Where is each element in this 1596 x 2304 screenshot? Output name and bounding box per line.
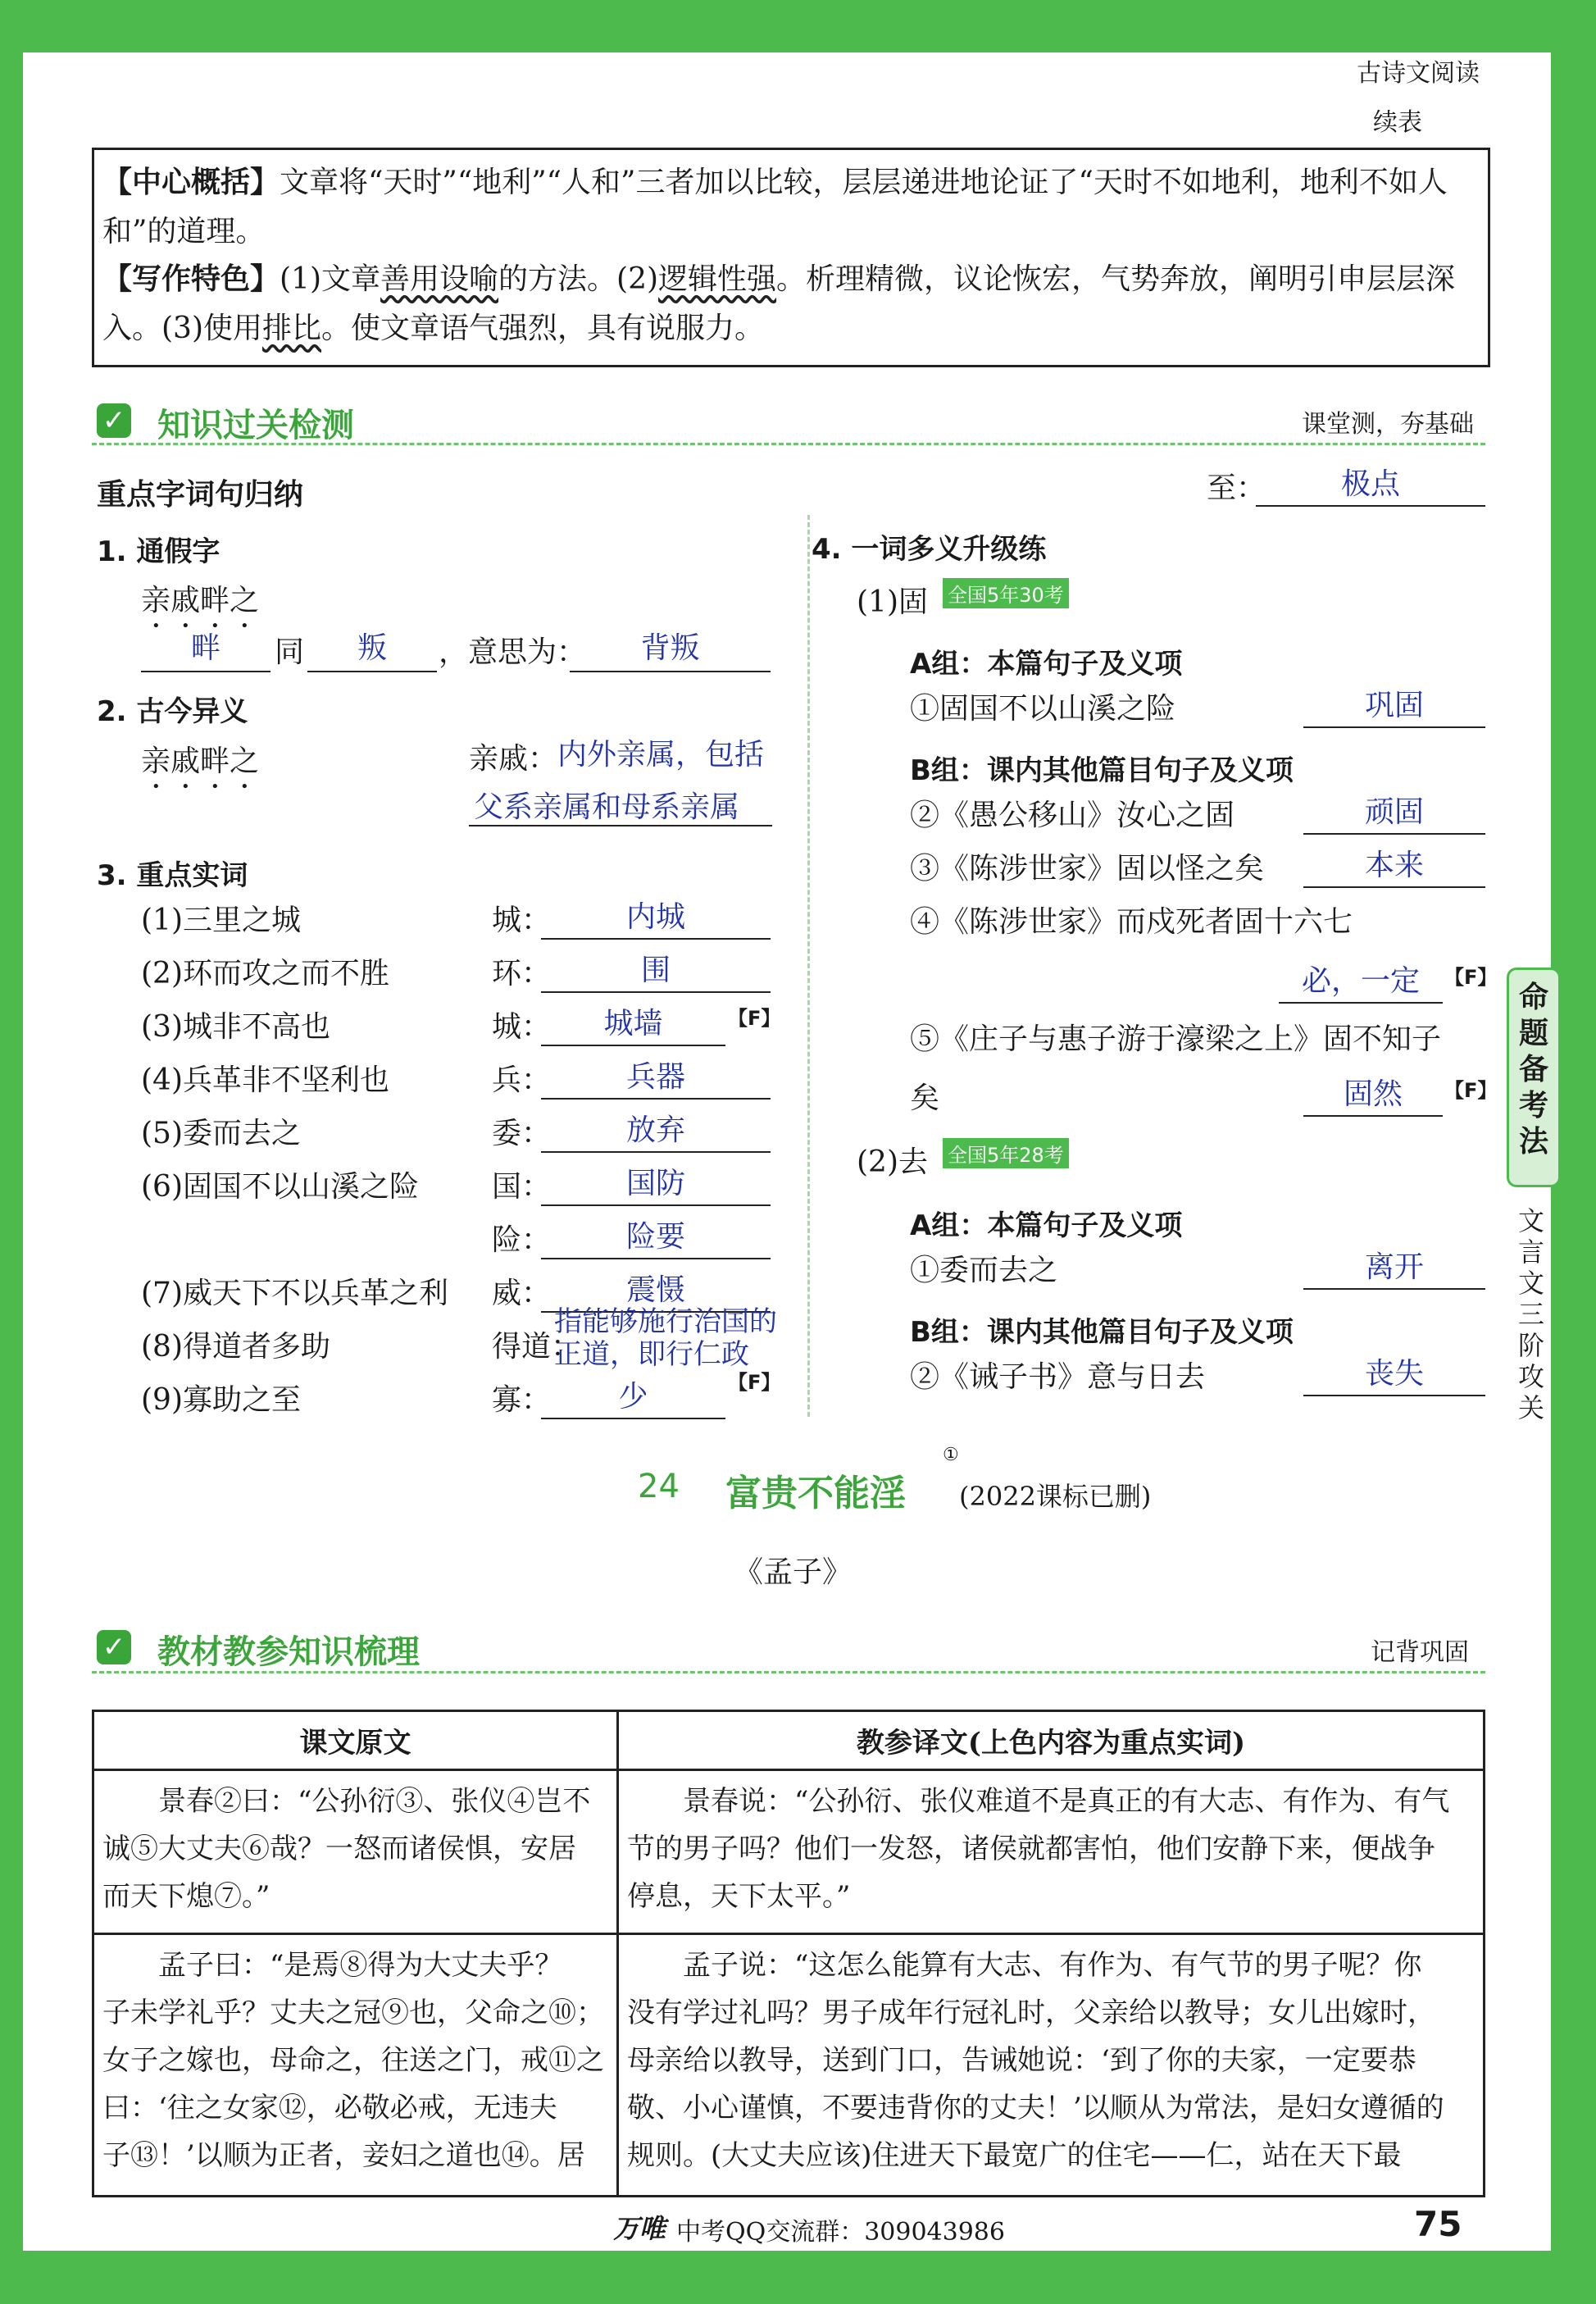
q3-item-1-line xyxy=(541,894,771,940)
header-continued: 续表 xyxy=(1373,108,1422,137)
q1-ans2-line xyxy=(307,625,437,672)
g1-b-item-1-answer: 顽固 xyxy=(1364,795,1424,829)
g1-b-item-3-flag: 【F】 xyxy=(1444,966,1498,989)
g1-b-item-4-flag: 【F】 xyxy=(1444,1079,1498,1102)
g2-label: (2)去 xyxy=(857,1145,928,1179)
q2-label: 亲戚： xyxy=(469,742,558,776)
row1-trans-line3: 停息，天下太平。” xyxy=(627,1880,851,1913)
lesson-note: (2022课标已删) xyxy=(959,1481,1152,1512)
q3-heading: 3. 重点实词 xyxy=(97,859,248,892)
row2-trans-line2: 没有学过礼吗？男子成年行冠礼时，父亲给以教导；女儿出嫁时， xyxy=(627,1997,1435,2029)
table-header-translation: 教参译文(上色内容为重点实词) xyxy=(618,1711,1485,1770)
sub-heading: 重点字词句归纳 xyxy=(97,478,304,512)
q3-item-1-answer: 内城 xyxy=(625,900,685,934)
row2-orig-line2: 子未学礼乎？丈夫之冠⑨也，父命之⑩； xyxy=(102,1997,604,2029)
checkmark-icon: ✓ xyxy=(97,403,131,438)
section-knowledge-check-title: 知识过关检测 xyxy=(157,407,354,444)
center-summary-line1: 【中心概括】文章将“天时”“地利”“人和”三者加以比较，层层递进地论证了“天时不如地利，地利不如人 xyxy=(102,166,1448,199)
q3-item-6-line xyxy=(541,1160,771,1206)
zhi-answer-line xyxy=(1256,461,1485,507)
g1-b-item-4-line xyxy=(1303,1071,1443,1117)
q1-heading: 1. 通假字 xyxy=(97,535,221,568)
q3-item-7-answer: 险要 xyxy=(625,1220,685,1254)
footer-brand: 万唯 xyxy=(613,2213,666,2244)
g1-b-item-4-question: ⑤《庄子与惠子游于濠梁之上》固不知子 xyxy=(910,1022,1442,1056)
table-header-original: 课文原文 xyxy=(93,1711,618,1770)
row1-orig-line1: 景春②曰：“公孙衍③、张仪④岂不 xyxy=(158,1785,591,1818)
q2-heading: 2. 古今异义 xyxy=(97,695,248,728)
q2-answer-line xyxy=(469,779,772,826)
q3-item-4-line xyxy=(541,1054,771,1100)
g2-a-item-1-answer: 离开 xyxy=(1364,1250,1424,1284)
g2-a-item-1-question: ①委而去之 xyxy=(910,1254,1058,1287)
row2-trans-line3: 母亲给以教导，送到门口，告诫她说：‘到了你的夫家，一定要恭 xyxy=(627,2044,1416,2077)
q1-ans3-line xyxy=(570,625,771,672)
q3-item-6-answer: 国防 xyxy=(625,1167,685,1200)
zhi-answer: 极点 xyxy=(1340,467,1400,501)
g1-a-item-1-answer: 巩固 xyxy=(1364,689,1424,722)
g1-b-item-2-answer: 本来 xyxy=(1364,849,1424,882)
table-row-2-original xyxy=(93,1934,618,2197)
q3-item-5-question: (5)委而去之 xyxy=(141,1117,301,1150)
q1-ans2: 叛 xyxy=(357,631,387,665)
q3-item-6-question: (6)固国不以山溪之险 xyxy=(141,1170,419,1204)
center-summary-line2: 和”的道理。 xyxy=(102,215,266,248)
lesson-author: 《孟子》 xyxy=(734,1555,853,1589)
q2-answer-line2: 父系亲属和母系亲属 xyxy=(474,790,740,824)
g2-frequency-tag: 全国5年28考 xyxy=(943,1138,1069,1168)
q3-item-7-label: 险： xyxy=(492,1223,552,1257)
section2-right-note: 记背巩固 xyxy=(1371,1638,1469,1667)
table-row-1-original xyxy=(93,1770,618,1934)
side-tab-bottom-text: 文言文三阶攻关 xyxy=(1517,1205,1544,1423)
lesson-title-footnote: ① xyxy=(943,1445,959,1465)
g1-b-item-2-line xyxy=(1303,842,1485,888)
q3-item-10-label: 寡： xyxy=(492,1383,552,1417)
q3-item-3-answer: 城墙 xyxy=(603,1007,663,1040)
g2-a-item-1-line xyxy=(1303,1244,1485,1290)
writing-feature-line1: 【写作特色】(1)文章善用设喻的方法。(2)逻辑性强。析理精微，议论恢宏，气势奔放，阐明引申层层深 xyxy=(102,262,1456,296)
g1-a-title: A组：本篇句子及义项 xyxy=(910,648,1183,681)
g1-b-item-2-question: ③《陈涉世家》固以怪之矣 xyxy=(910,852,1265,886)
q3-item-3-label: 城： xyxy=(492,1010,552,1044)
q3-item-3-question: (3)城非不高也 xyxy=(141,1010,330,1044)
page-frame-bottom xyxy=(0,2251,1596,2304)
q3-item-4-question: (4)兵革非不坚利也 xyxy=(141,1063,389,1097)
side-tab-top xyxy=(1507,968,1561,1187)
g1-b-item-4-answer: 固然 xyxy=(1343,1077,1403,1111)
g1-a-item-1-line xyxy=(1303,682,1485,728)
q3-item-8-label: 威： xyxy=(492,1277,552,1310)
q3-item-9-answer: 指能够施行治国的正道，即行仁政 xyxy=(554,1305,777,1371)
section-textbook-summary-title: 教材教参知识梳理 xyxy=(157,1633,420,1671)
footer-qq-group: 中考QQ交流群：309043986 xyxy=(676,2218,1005,2247)
lesson-number: 24 xyxy=(638,1468,680,1505)
text-translation-table xyxy=(92,1710,1485,2197)
g1-b-item-3-line xyxy=(1279,958,1443,1004)
page-frame-top xyxy=(0,0,1596,52)
page-frame-left xyxy=(0,0,23,2304)
q1-ans1-line xyxy=(141,625,271,672)
page-number: 75 xyxy=(1414,2204,1462,2244)
q3-item-5-label: 委： xyxy=(492,1117,552,1150)
g2-b-item-1-answer: 丧失 xyxy=(1364,1357,1424,1391)
q3-item-2-label: 环： xyxy=(492,957,552,990)
g1-b-item-4-question-cont: 矣 xyxy=(910,1081,940,1115)
summary-box xyxy=(92,148,1490,367)
section1-right-note: 课堂测，夯基础 xyxy=(1302,410,1474,439)
q3-item-6-label: 国： xyxy=(492,1170,552,1204)
q1-ans1: 畔 xyxy=(190,631,221,665)
g2-b-title: B组：课内其他篇目句子及义项 xyxy=(910,1316,1294,1349)
g1-b-item-3-question: ④《陈涉世家》而戍死者固十六七 xyxy=(910,905,1353,939)
checkmark-icon: ✓ xyxy=(97,1630,131,1664)
q3-item-10-line xyxy=(541,1373,725,1419)
row2-orig-line4: 曰：‘往之女家⑫，必敬必戒，无违夫 xyxy=(102,2092,557,2124)
g1-b-item-1-question: ②《愚公移山》汝心之固 xyxy=(910,799,1235,832)
q3-item-2-question: (2)环而攻之而不胜 xyxy=(141,957,389,990)
g1-b-item-1-line xyxy=(1303,789,1485,835)
row1-orig-line2: 诚⑤大丈夫⑥哉？一怒而诸侯惧，安居 xyxy=(102,1833,576,1865)
header-section: 古诗文阅读 xyxy=(1357,59,1480,88)
q3-item-9-label: 得道： xyxy=(492,1330,581,1364)
q1-same: 同 xyxy=(275,635,305,669)
lesson-title: 富贵不能淫 xyxy=(725,1473,906,1514)
row2-orig-line1: 孟子曰：“是焉⑧得为大丈夫乎？ xyxy=(158,1949,563,1982)
q2-answer-line1: 内外亲属，包括 xyxy=(557,738,765,772)
row2-trans-line1: 孟子说：“这怎么能算有大志、有作为、有气节的男子呢？你 xyxy=(683,1949,1422,1982)
side-tab-bottom xyxy=(1508,1205,1554,1451)
q3-item-3-line xyxy=(541,1000,725,1046)
q3-item-10-question: (9)寡助之至 xyxy=(141,1383,301,1417)
g1-frequency-tag: 全国5年30考 xyxy=(943,578,1069,608)
q3-item-2-line xyxy=(541,947,771,993)
q3-item-9-question: (8)得道者多助 xyxy=(141,1330,330,1364)
q3-item-10-answer: 少 xyxy=(618,1380,648,1414)
q1-sentence: 亲戚畔之 xyxy=(141,584,260,617)
q3-item-10-flag: 【F】 xyxy=(728,1371,781,1394)
g1-b-title: B组：课内其他篇目句子及义项 xyxy=(910,754,1294,787)
column-divider xyxy=(807,515,810,1417)
zhi-label: 至： xyxy=(1207,471,1266,505)
writing-feature-line2: 入。(3)使用排比。使文章语气强烈，具有说服力。 xyxy=(102,312,765,345)
g2-a-title: A组：本篇句子及义项 xyxy=(910,1209,1183,1242)
q3-item-7-line xyxy=(541,1213,771,1259)
q3-item-4-answer: 兵器 xyxy=(625,1060,685,1094)
g2-b-item-1-line xyxy=(1303,1350,1485,1396)
q3-item-1-question: (1)三里之城 xyxy=(141,904,301,937)
q1-ans3: 背叛 xyxy=(640,631,700,665)
q1-meaning-label: ，意思为： xyxy=(439,635,587,669)
g1-a-item-1-question: ①固国不以山溪之险 xyxy=(910,692,1176,726)
g1-label: (1)固 xyxy=(857,585,928,619)
row1-orig-line3: 而天下熄⑦。” xyxy=(102,1880,271,1913)
q3-item-3-flag: 【F】 xyxy=(728,1007,781,1030)
q3-item-8-question: (7)威天下不以兵革之利 xyxy=(141,1277,448,1310)
row2-orig-line3: 女子之嫁也，母命之，往送之门，戒⑪之 xyxy=(102,2044,604,2077)
q3-item-5-line xyxy=(541,1107,771,1153)
section1-divider xyxy=(92,443,1485,445)
row2-trans-line5: 规则。(大丈夫应该)住进天下最宽广的住宅——仁，站在天下最 xyxy=(627,2139,1402,2172)
g2-b-item-1-question: ②《诫子书》意与日去 xyxy=(910,1360,1206,1394)
row2-trans-line4: 敬、小心谨慎，不要违背你的丈夫！’以顺从为常法，是妇女遵循的 xyxy=(627,2092,1444,2124)
q3-item-4-label: 兵： xyxy=(492,1063,552,1097)
table-row-1-translation xyxy=(618,1770,1485,1934)
q2-sentence: 亲戚畔之 xyxy=(141,744,260,778)
q4-heading: 4. 一词多义升级练 xyxy=(812,533,1047,566)
q3-item-2-answer: 围 xyxy=(640,954,671,987)
table-row-2-translation xyxy=(618,1934,1485,2197)
side-tab-top-text: 命题备考法 xyxy=(1518,981,1548,1159)
row1-trans-line2: 节的男子吗？他们一发怒，诸侯就都害怕，他们安静下来，便战争 xyxy=(627,1833,1435,1865)
q3-item-8-answer: 震慑 xyxy=(625,1273,685,1307)
row2-orig-line5: 子⑬！’以顺为正者，妾妇之道也⑭。居 xyxy=(102,2139,585,2172)
section2-divider xyxy=(92,1671,1485,1673)
g1-b-item-3-answer: 必，一定 xyxy=(1301,964,1420,998)
q3-item-1-label: 城： xyxy=(492,904,552,937)
row1-trans-line1: 景春说：“公孙衍、张仪难道不是真正的有大志、有作为、有气 xyxy=(683,1785,1450,1818)
q3-item-5-answer: 放弃 xyxy=(625,1113,685,1147)
